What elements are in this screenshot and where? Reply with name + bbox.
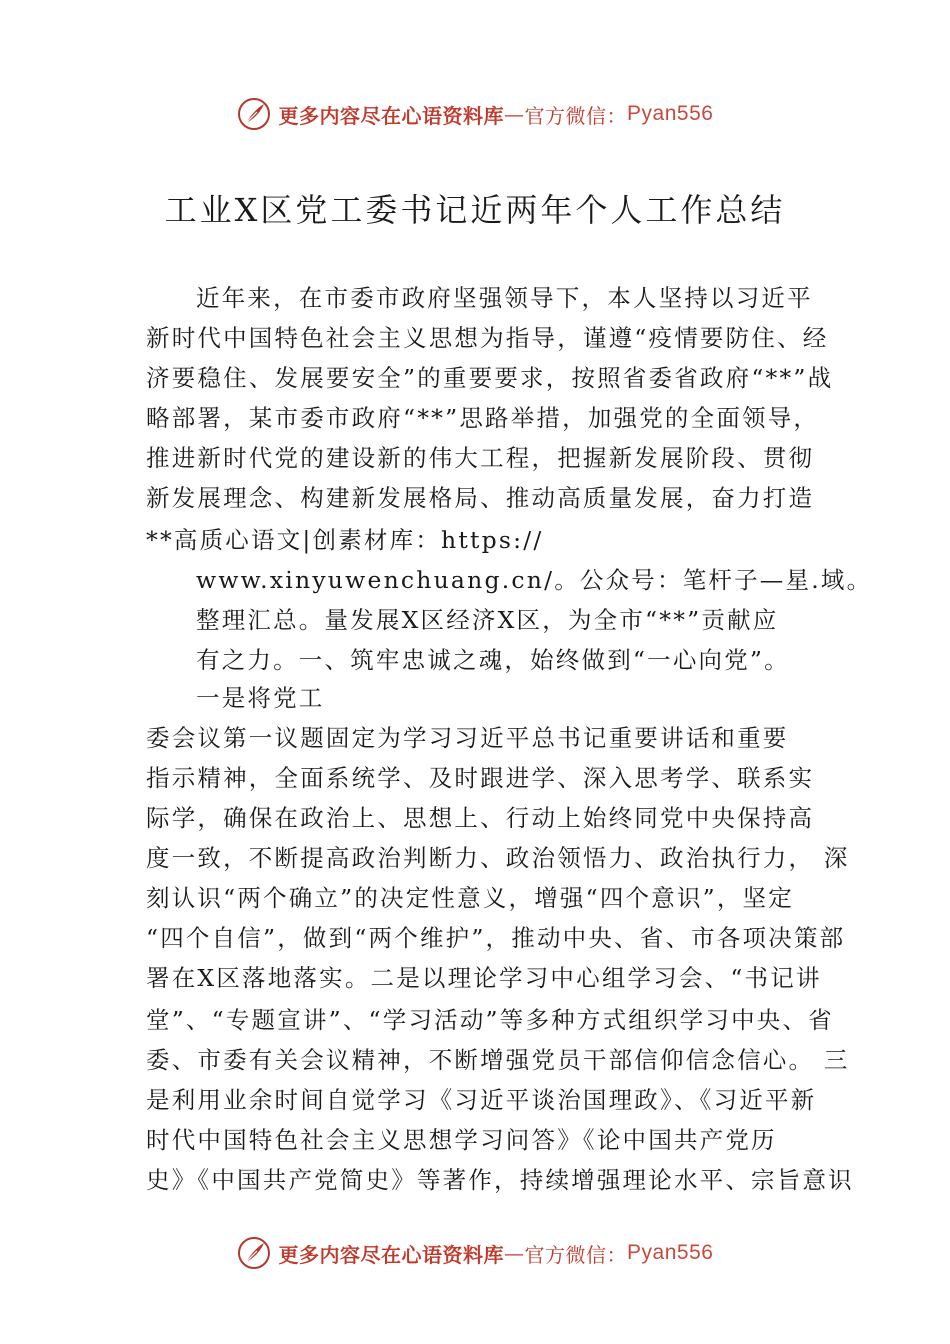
body-text-line: 有之力。一、筑牢忠诚之魂，始终做到“一心向党”。	[196, 646, 790, 674]
body-text-line: **高质心语文|创素材库：https://	[146, 526, 544, 554]
watermark-separator: —	[504, 102, 525, 126]
body-text-line: 史》《中国共产党简史》等著作，持续增强理论水平、宗旨意识	[146, 1166, 854, 1194]
body-text-line: 推进新时代党的建设新的伟大工程，把握新发展阶段、贯彻	[146, 444, 815, 472]
watermark-wechat-id: Pyan556	[627, 1241, 714, 1264]
footer-watermark	[0, 1233, 950, 1273]
watermark-wechat-label: 官方微信：	[524, 103, 628, 128]
document-title: 工业X区党工委书记近两年个人工作总结	[164, 191, 786, 229]
body-text-line: 整理汇总。量发展X区经济X区，为全市“**”贡献应	[196, 606, 779, 634]
body-text-line: www.xinyuwenchuang.cn/。公众号：笔杆子—星.域。	[196, 566, 873, 594]
body-text-line: 际学，确保在政治上、思想上、行动上始终同党中央保持高	[146, 804, 815, 832]
body-text-line: 是利用业余时间自觉学习《习近平谈治国理政》、《习近平新	[146, 1086, 817, 1114]
body-text-line: 新发展理念、构建新发展格局、推动高质量发展，奋力打造	[146, 484, 815, 512]
body-text-line: 时代中国特色社会主义思想学习问答》《论中国共产党历	[146, 1126, 777, 1154]
body-text-line: 略部署，某市委市政府“**”思路举措，加强党的全面领导，	[146, 404, 820, 432]
body-text-line: 度一致，不断提高政治判断力、政治领悟力、政治执行力， 深	[146, 844, 850, 872]
body-text-line: 济要稳住、发展要安全”的重要要求，按照省委省政府“**”战	[146, 364, 834, 392]
watermark-brand: 更多内容尽在心语资料库	[278, 103, 505, 128]
body-text-line: 堂”、“专题宣讲”、“学习活动”等多种方式组织学习中央、省	[146, 1006, 834, 1034]
watermark-wechat-label: 官方微信：	[524, 1242, 628, 1267]
watermark-wechat-id: Pyan556	[627, 102, 714, 125]
quill-logo-icon	[237, 97, 271, 131]
watermark-separator: —	[504, 1241, 525, 1265]
body-text-line: “四个自信”，做到“两个维护”，推动中央、省、市各项决策部	[146, 924, 846, 952]
body-text-line: 指示精神，全面系统学、及时跟进学、深入思考学、联系实	[146, 764, 815, 792]
watermark-brand: 更多内容尽在心语资料库	[278, 1242, 505, 1267]
body-text-line: 一是将党工	[196, 684, 325, 712]
body-text-line: 署在X区落地落实。二是以理论学习中心组学习会、“书记讲	[146, 964, 822, 992]
quill-logo-icon	[237, 1236, 271, 1270]
body-text-line: 刻认识“两个确立”的决定性意义，增强“四个意识”，坚定	[146, 884, 794, 912]
body-text-line: 新时代中国特色社会主义思想为指导，谨遵“疫情要防住、经	[146, 324, 829, 352]
body-text-line: 委、市委有关会议精神，不断增强党员干部信仰信念信心。 三	[146, 1046, 850, 1074]
header-watermark	[0, 94, 950, 134]
body-text-line: 近年来，在市委市政府坚强领导下，本人坚持以习近平	[196, 284, 813, 312]
body-text-line: 委会议第一议题固定为学习习近平总书记重要讲话和重要	[146, 724, 789, 752]
